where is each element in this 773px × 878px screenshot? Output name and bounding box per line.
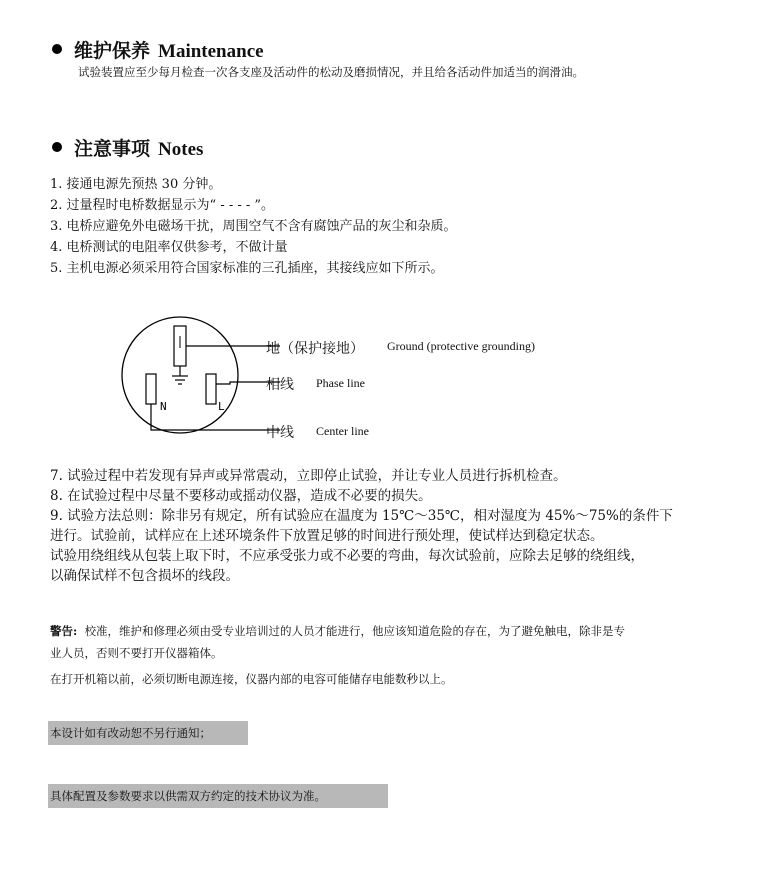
neutral-pin xyxy=(146,374,156,404)
warning-text: 校准，维护和修理必须由受专业培训过的人员才能进行，他应该知道危险的存在，为了避免触电，除非是专 xyxy=(84,624,626,638)
maintenance-heading xyxy=(52,36,264,63)
warning-text: 业人员，否则不要打开仪器箱体。 xyxy=(50,646,223,660)
warning-label: 警告: xyxy=(50,624,78,638)
center-label-en: Center line xyxy=(316,424,369,438)
note-paragraph-line: 9. 试验方法总则：除非另有规定，所有试验应在温度为 15℃～35℃，相对湿度为 45%～75%的条件下 xyxy=(50,508,673,524)
ground-label-en: Ground (protective grounding) xyxy=(387,339,535,353)
note-item: 4. 电桥测试的电阻率仅供参考，不做计量 xyxy=(50,240,288,255)
note-paragraph-line: 以确保试样不包含损坏的线段。 xyxy=(50,568,239,584)
live-pin xyxy=(206,374,216,404)
more-notes xyxy=(50,466,750,586)
note-paragraph-line: 试验用绕组线从包装上取下时，不应承受张力或不必要的弯曲，每次试验前，应除去足够的绕组线， xyxy=(50,548,644,564)
bullet-icon xyxy=(52,142,62,152)
notice-config: 具体配置及参数要求以供需双方约定的技术协议为准。 xyxy=(48,784,388,808)
note-item: 2. 过量程时电桥数据显示为“ - - - - ”。 xyxy=(50,198,275,213)
phase-label-en: Phase line xyxy=(316,376,365,390)
center-label-cn: 中线 xyxy=(266,425,294,441)
notes-list xyxy=(50,174,457,279)
maintenance-title-en: Maintenance xyxy=(158,41,264,62)
notice-change: 本设计如有改动恕不另行通知； xyxy=(48,721,248,745)
maintenance-title-cn: 维护保养 xyxy=(74,40,151,62)
warning-block xyxy=(50,620,750,664)
notes-heading xyxy=(52,134,203,161)
note-paragraph-line: 7. 试验过程中若发现有异声或异常震动，立即停止试验，并让专业人员进行拆机检查。 xyxy=(50,468,567,484)
warning-extra: 在打开机箱以前，必须切断电源连接，仪器内部的电容可能储存电能数秒以上。 xyxy=(50,672,453,686)
center-lead xyxy=(151,404,280,430)
ground-label-cn: 地（保护接地） xyxy=(266,341,364,357)
note-item: 3. 电桥应避免外电磁场干扰，周围空气不含有腐蚀产品的灰尘和杂质。 xyxy=(50,219,457,234)
bullet-icon xyxy=(52,44,62,54)
l-label: L xyxy=(218,400,225,413)
notes-title-cn: 注意事项 xyxy=(74,138,151,160)
notes-title-en: Notes xyxy=(158,139,204,160)
note-item: 1. 接通电源先预热 30 分钟。 xyxy=(50,177,222,192)
note-paragraph-line: 8. 在试验过程中尽量不要移动或摇动仪器，造成不必要的损失。 xyxy=(50,488,432,504)
note-paragraph-line: 进行。试验前，试样应在上述环境条件下放置足够的时间进行预处理，使试样达到稳定状态。 xyxy=(50,528,604,544)
note-item: 5. 主机电源必须采用符合国家标准的三孔插座，其接线应如下所示。 xyxy=(50,261,444,276)
n-label: N xyxy=(160,400,167,413)
maintenance-text: 试验装置应至少每月检查一次各支座及活动件的松动及磨损情况，并且给各活动件加适当的润滑油。 xyxy=(78,65,584,79)
socket-diagram xyxy=(110,300,280,460)
phase-label-cn: 相线 xyxy=(266,377,294,393)
